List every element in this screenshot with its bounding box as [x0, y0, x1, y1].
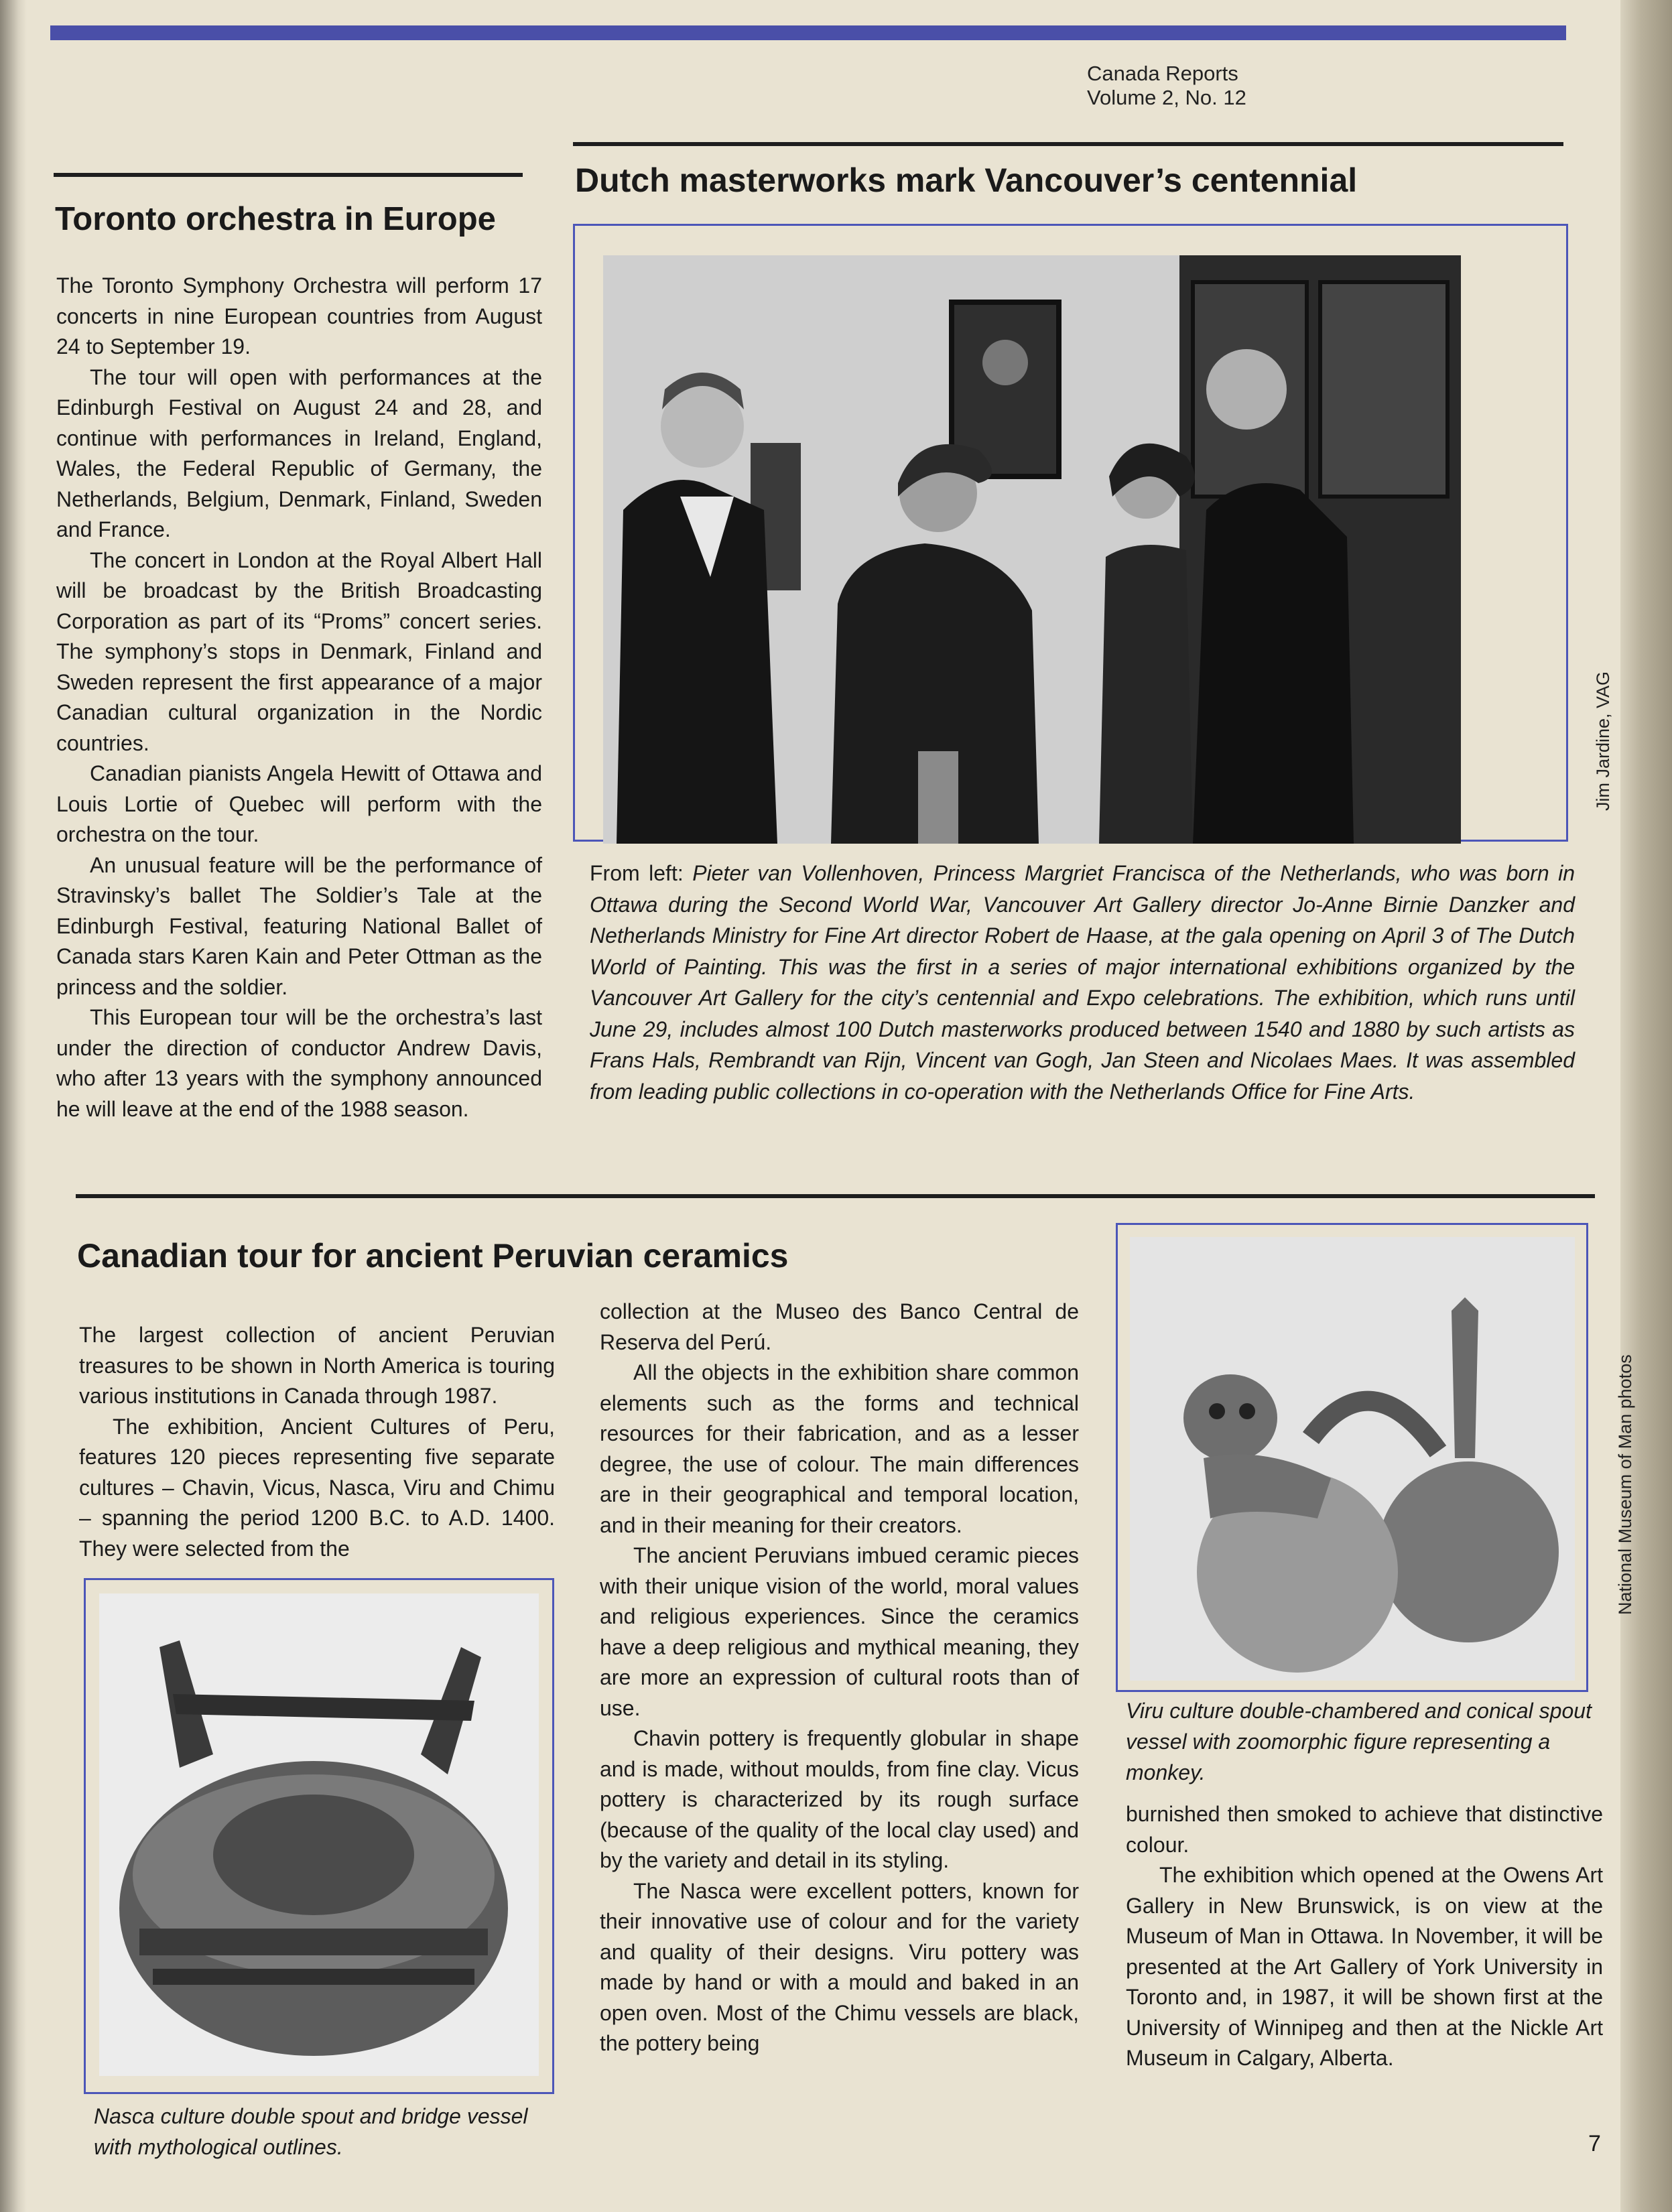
dutch-caption-text: Pieter van Vollenhoven, Princess Margriet Francisca of the Netherlands, who was born in Ottawa during the Second World War, Vancouver Art Gallery director Jo-Anne Birnie Danzker and Netherlands Ministry for Fine Art director Robert de Haase, at the gala opening on April 3 of The Dutch World of Painting. This was the first in a series of major international exhibitions organized by the Vancouver Art Gallery for the city’s centennial and Expo celebrations. The exhibition, which runs until June 29, includes almost 100 Dutch masterworks produced between 1540 and 1880 by such artists as Frans Hals, Rembrandt van Rijn, Vincent van Gogh, Jan Steen and Nicolaes Maes. It was assembled from leading public collections in co-operation with the Netherlands Office for Fine Arts. [590, 861, 1575, 1104]
dutch-photo-frame [573, 224, 1568, 842]
page-gutter-shadow [0, 0, 27, 2212]
toronto-paragraph: The Toronto Symphony Orchestra will perform 17 concerts in nine European countries from August 24 to September 19. [56, 273, 542, 359]
peru-paragraph: collection at the Museo des Banco Central de Reserva del Perú. [600, 1299, 1079, 1354]
nasca-photo-frame [84, 1578, 554, 2094]
peru-paragraph: The ancient Peruvians imbued ceramic pieces with their unique vision of the world, moral values and religious experiences. Since the ceramics have a deep religious and mythical meaning, they are more an expression of cultural roots than of use. [600, 1543, 1079, 1720]
toronto-top-rule [54, 173, 523, 177]
viru-vessel-photo [1130, 1237, 1575, 1681]
toronto-paragraph: Canadian pianists Angela Hewitt of Ottawa and Louis Lortie of Quebec will perform with the orchestra on the tour. [56, 761, 542, 846]
peru-headline: Canadian tour for ancient Peruvian ceramics [77, 1237, 789, 1275]
viru-photo-credit: National Museum of Man photos [1615, 1354, 1635, 1615]
peru-paragraph: The exhibition which opened at the Owens Art Gallery in New Brunswick, is on view at the Museum of Man in Ottawa. In November, it will be presented at the Art Gallery of York University in Toronto and, in 1987, it will be shown first at the University of Winnipeg and then at the Nickle Art Museum in Calgary, Alberta. [1126, 1863, 1603, 2070]
top-color-band [50, 25, 1566, 40]
peru-paragraph: All the objects in the exhibition share common elements such as the forms and technical resources for their fabrication, and as a lesser degree, the use of colour. The main differences are in their geographical and temporal location, and in their meaning for their creators. [600, 1360, 1079, 1537]
gala-opening-photo [603, 255, 1461, 844]
toronto-body [56, 271, 542, 1124]
peru-paragraph: Chavin pottery is frequently globular in shape and is made, without moulds, from fine clay. Vicus pottery is characterized by its rough surface (because of the quality of the local clay used) and by the variety and detail in its styling. [600, 1726, 1079, 1872]
page-edge [1620, 0, 1672, 2212]
peru-column-1 [79, 1320, 555, 1564]
dutch-photo-credit: Jim Jardine, VAG [1593, 671, 1613, 811]
dutch-caption [590, 858, 1575, 1107]
running-header [1087, 62, 1246, 110]
dutch-top-rule [573, 142, 1563, 146]
volume-issue: Volume 2, No. 12 [1087, 86, 1246, 109]
peru-paragraph: The largest collection of ancient Peruvian treasures to be shown in North America is touring various institutions in Canada through 1987. [79, 1323, 555, 1408]
dutch-headline: Dutch masterworks mark Vancouver’s centennial [575, 161, 1358, 199]
nasca-caption: Nasca culture double spout and bridge vessel with mythological outlines. [94, 2104, 528, 2159]
toronto-headline: Toronto orchestra in Europe [55, 201, 496, 237]
peru-top-rule [76, 1194, 1595, 1198]
publication-name: Canada Reports [1087, 62, 1238, 85]
viru-photo-frame [1116, 1223, 1588, 1692]
peru-paragraph: burnished then smoked to achieve that distinctive colour. [1126, 1802, 1603, 1857]
dutch-caption-lead: From left: [590, 861, 693, 885]
nasca-vessel-photo [99, 1593, 539, 2076]
toronto-paragraph: An unusual feature will be the performance of Stravinsky’s ballet The Soldier’s Tale at the Edinburgh Festival, featuring National Ballet of Canada stars Karen Kain and Peter Ottman as the princess and the soldier. [56, 852, 542, 999]
peru-column-3 [1126, 1799, 1603, 2074]
viru-caption: Viru culture double-chambered and conical spout vessel with zoomorphic figure representing a monkey. [1126, 1699, 1592, 1784]
toronto-paragraph: The concert in London at the Royal Albert Hall will be broadcast by the British Broadcasting Corporation as part of its “Proms” concert series. The symphony’s stops in Denmark, Finland and Sweden represent the first appearance of a major Canadian cultural organization in the Nordic countries. [56, 547, 542, 755]
toronto-paragraph: The tour will open with performances at the Edinburgh Festival on August 24 and 28, and continue with performances in Ireland, England, Wales, the Federal Republic of Germany, the Netherlands, Belgium, Denmark, Finland, Sweden and France. [56, 365, 542, 541]
toronto-paragraph: This European tour will be the orchestra’s last under the direction of conductor Andrew Davis, who after 13 years with the symphony announced he will leave at the end of the 1988 season. [56, 1005, 542, 1121]
peru-paragraph: The Nasca were excellent potters, known for their innovative use of colour and for the variety and quality of their designs. Viru pottery was made by hand or with a mould and baked in an open oven. Most of the Chimu vessels are black, the pottery being [600, 1878, 1079, 2055]
peru-column-2 [600, 1297, 1079, 2059]
peru-paragraph: The exhibition, Ancient Cultures of Peru, features 120 pieces representing five separate cultures – Chavin, Vicus, Nasca, Viru and Chimu – spanning the period 1200 B.C. to A.D. 1400. They were selected from the [79, 1414, 555, 1561]
page-number: 7 [1588, 2131, 1601, 2156]
